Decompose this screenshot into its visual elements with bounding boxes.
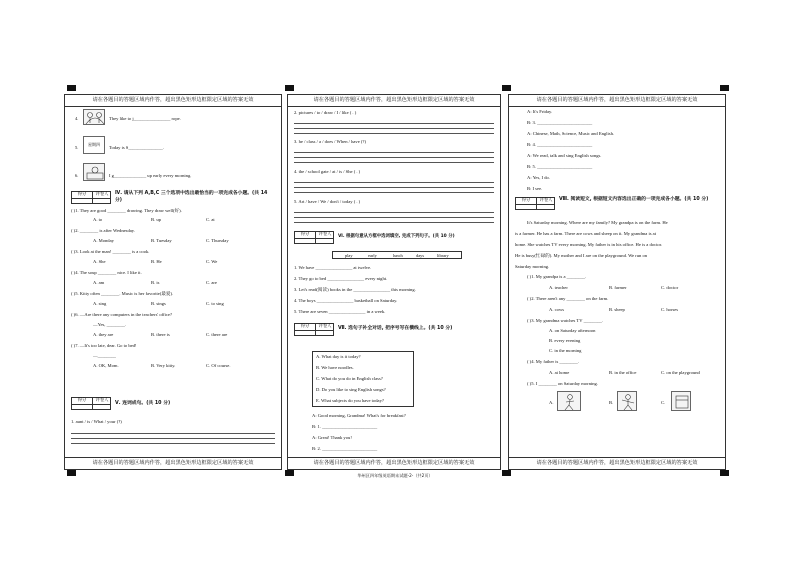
answer-line[interactable] [294,157,494,158]
pic-item-num: 6. [75,173,79,178]
column-header-notice: 请在各题目的答题区域内作答，超出黑色矩形边框限定区域的答案无效 [65,95,281,107]
mc-option-b: B. Tuesday [151,238,172,243]
column-header-notice: 请在各题目的答题区域内作答，超出黑色矩形边框限定区域的答案无效 [288,95,500,107]
answer-line[interactable] [294,182,494,183]
fill-sentence: 3. Let's read(阅读) books in the ________________ this morning. [294,287,416,292]
score-label: 得分 [77,192,87,197]
answer-line[interactable] [294,192,494,193]
passage-line: is a farmer. He has a farm. There are cows and sheep on it. My grandma is at [515,231,656,236]
book-picture [671,391,691,411]
mc-option-c: C. there are [206,332,228,337]
answer-line[interactable] [294,123,494,124]
reading-question: ( )3. My grandma watches TV ________. [527,318,604,323]
reading-option-c: C. in the morning [549,348,582,353]
registration-mark [720,85,729,91]
answer-line[interactable] [294,133,494,134]
section-4-title: Ⅳ. 请从下列 A,B,C 三个选项中选出最恰当的一项完成各小题。(共 14 分) [115,191,268,203]
score-box [294,323,334,336]
reorder-sentence: 1. aunt / is / What / your (?) [71,419,122,424]
pic-item-num: 5. [75,145,79,150]
grader-label: 评卷人 [318,232,332,237]
answer-line[interactable] [294,162,494,163]
dialog-line: B: 4. ________________________ [527,142,593,147]
grader-label: 评卷人 [539,198,553,203]
reading-question: ( )4. My father is ________. [527,359,579,364]
mc-option-c: C. at [206,217,215,222]
dialog-line: B: I see. [527,186,543,191]
reading-option-c: C. horses [661,307,679,312]
pic-item-num: 4. [75,116,79,121]
mc-question: ( )2. ________ is after Wednesday. [71,228,135,233]
answer-line[interactable] [294,217,494,218]
score-label: 得分 [300,232,310,237]
passage-line: It's Saturday morning. Where are my family? My grandpa is on the farm. He [527,220,668,225]
mc-subline: —Yes, ________. [93,322,127,327]
dialog-line: B: 3. ________________________ [527,120,593,125]
answer-line[interactable] [71,438,275,439]
dialog-line: B: 5. ________________________ [527,164,593,169]
mc-option-c: C. Of course. [206,363,231,368]
mc-question: ( )5. Kitty often ________. Music is her favorite(最爱). [71,291,174,296]
dialog-option: B. We have noodles. [316,365,354,370]
column-footer-notice: 请在各题目的答题区域内作答，超出黑色矩形边框限定区域的答案无效 [288,457,500,469]
answer-line[interactable] [294,187,494,188]
pic-item-text: Today is S_______________. [109,145,164,150]
section-7-title: Ⅶ. 选句子补全对话, 把序号写在横线上。(共 10 分) [338,326,453,331]
reorder-sentence: 5. Art / have / We / don't / today ( . ) [294,199,361,204]
dialog-options-box [312,351,414,407]
dialog-option: C. What do you do in English class? [316,376,383,381]
registration-mark [285,470,294,476]
boy-wake-up-picture [83,163,105,181]
dialog-option: E. What subjects do you have today? [316,398,384,403]
answer-column-2 [287,94,501,470]
score-box [294,231,334,244]
dialog-option: D. Do you like to sing English songs? [316,387,386,392]
column-footer-notice: 请在各题目的答题区域内作答，超出黑色矩形边框限定区域的答案无效 [509,457,725,469]
mc-option-b: B. sings [151,301,166,306]
reading-question: ( )1. My grandpa is a ________. [527,274,587,279]
passage-line: Saturday morning. [515,264,550,269]
mc-question: ( )6. —Are there any computers in the teachers' office? [71,312,172,317]
reading-option-b: B. in the office [609,370,637,375]
picture-option-b-label: B. [609,400,614,405]
reading-option-c: C. on the playground [661,370,700,375]
reading-option-a: A. on Saturday afternoon [549,328,596,333]
dialog-line: B: 2. ________________________ [312,446,378,451]
dialog-line: A: Yes, I do. [527,175,550,180]
registration-mark [720,470,729,476]
grader-label: 评卷人 [95,398,109,403]
answer-line[interactable] [71,443,275,444]
picture-option-a-label: A. [549,400,554,405]
reading-question: ( )5. I ________ on Saturday morning. [527,381,598,386]
running-picture [557,391,581,411]
answer-line[interactable] [294,128,494,129]
registration-mark [285,85,294,91]
reading-option-a: A. cows [549,307,565,312]
section-8-title: Ⅷ. 阅读短文, 根据短文内容选出正确的一项完成各小题。(共 10 分) [559,197,709,202]
pic-item-text: I g______________ up early every morning. [109,173,192,178]
reorder-sentence: 2. pictures / to / draw / I / like ( . ) [294,110,357,115]
reading-option-c: C. doctor [661,285,679,290]
mc-option-a: A. OK, Mom. [93,363,119,368]
calendar-picture [83,136,105,154]
score-label: 得分 [300,324,310,329]
fill-sentence: 1. We have ________________ at twelve. [294,265,372,270]
mc-option-b: B. is [151,280,160,285]
mc-option-a: A. sing [93,301,107,306]
score-box [515,197,555,210]
word-bank-item: early [368,253,377,258]
column-header-notice: 请在各题目的答题区域内作答，超出黑色矩形边框限定区域的答案无效 [509,95,725,107]
registration-mark [67,470,76,476]
dialog-line: A: It's Friday. [527,109,553,114]
picture-option-c-label: C. [661,400,666,405]
page-footer: 华州区四年级英语期末试题-2-（共2页） [357,473,433,478]
dialog-line: A: Chinese, Math, Science, Music and English. [527,131,615,136]
word-bank-item: lunch [393,253,403,258]
mc-question: ( )3. Look at the man! ________ is a cook. [71,249,150,254]
answer-line[interactable] [294,212,494,213]
dialog-line: A: Good morning, Grandma! What's for breakfast? [312,413,406,418]
column-footer-notice: 请在各题目的答题区域内作答，超出黑色矩形边框限定区域的答案无效 [65,457,281,469]
calendar-label: 星期四 [88,142,100,147]
registration-mark [502,470,511,476]
mc-option-b: B. up [151,217,161,222]
fill-sentence: 5. There are seven ________________ in a week. [294,309,386,314]
mc-option-c: C. We [206,259,218,264]
registration-mark [67,85,76,91]
grader-label: 评卷人 [95,192,109,197]
word-bank-item: play [345,253,353,258]
mc-question: ( )4. The soup ________ nice. I like it. [71,270,142,275]
score-label: 得分 [521,198,531,203]
mc-question: ( )1. They are good ________ drawing. They draw well(好). [71,208,182,213]
section-6-title: Ⅵ. 根据句意从方框中选词填空, 完成下列句子。(共 10 分) [338,234,455,239]
fill-sentence: 4. The boys ________________ basketball on Saturday. [294,298,398,303]
answer-line[interactable] [294,222,494,223]
mc-option-a: A. am [93,280,105,285]
answer-column-1 [64,94,282,470]
mc-option-a: A. they are [93,332,114,337]
dialog-option: A. What day is it today? [316,354,361,359]
fill-sentence: 2. They go to bed ________________ every night. [294,276,388,281]
mc-option-a: A. Monday [93,238,114,243]
mc-option-b: B. He [151,259,162,264]
dialog-line: B: 1. ________________________ [312,424,378,429]
passage-line: home. She watches TV every morning. My father is in his office. He is a doctor. [515,242,663,247]
pic-item-text: They like to j________________ rope. [109,116,181,121]
mc-question: ( )7. —It's too late, dear. Go to bed! [71,343,137,348]
mc-option-c: C. to sing [206,301,224,306]
score-label: 得分 [77,398,87,403]
answer-line[interactable] [71,433,275,434]
reading-option-b: B. farmer [609,285,627,290]
mc-option-b: B. there is [151,332,170,337]
reorder-sentence: 3. he / class / a / does / When / have (?) [294,139,366,144]
registration-mark [502,85,511,91]
reorder-sentence: 4. the / school gate / at / is / She ( . ) [294,169,361,174]
reading-option-a: A. at home [549,370,570,375]
mc-option-c: C. are [206,280,217,285]
reading-option-a: A. teacher [549,285,568,290]
score-box [71,397,111,410]
score-box [71,191,111,204]
dialog-line: A: Great! Thank you! [312,435,352,440]
answer-line[interactable] [294,152,494,153]
word-bank-box [332,251,462,259]
dialog-line: A: We read, talk and sing English songs. [527,153,602,158]
answer-column-3 [508,94,726,470]
grader-label: 评卷人 [318,324,332,329]
mc-option-c: C. Thursday [206,238,229,243]
reading-question: ( )2. There aren't any ________ on the farm. [527,296,609,301]
section-5-title: Ⅴ. 连词成句。(共 10 分) [115,401,171,406]
mc-option-a: A. She [93,259,106,264]
passage-line: He is busy(忙碌的). My mother and I are on the playground. We run on [515,253,648,258]
mc-option-b: B. Very kitty. [151,363,176,368]
kids-jump-rope-picture [83,109,105,125]
mc-subline: —________ [93,353,116,358]
word-bank-item: days [416,253,425,258]
dancing-picture [617,391,637,411]
reading-option-b: B. sheep [609,307,625,312]
word-bank-item: library [437,253,449,258]
reading-option-b: B. every evening [549,338,581,343]
mc-option-a: A. to [93,217,103,222]
